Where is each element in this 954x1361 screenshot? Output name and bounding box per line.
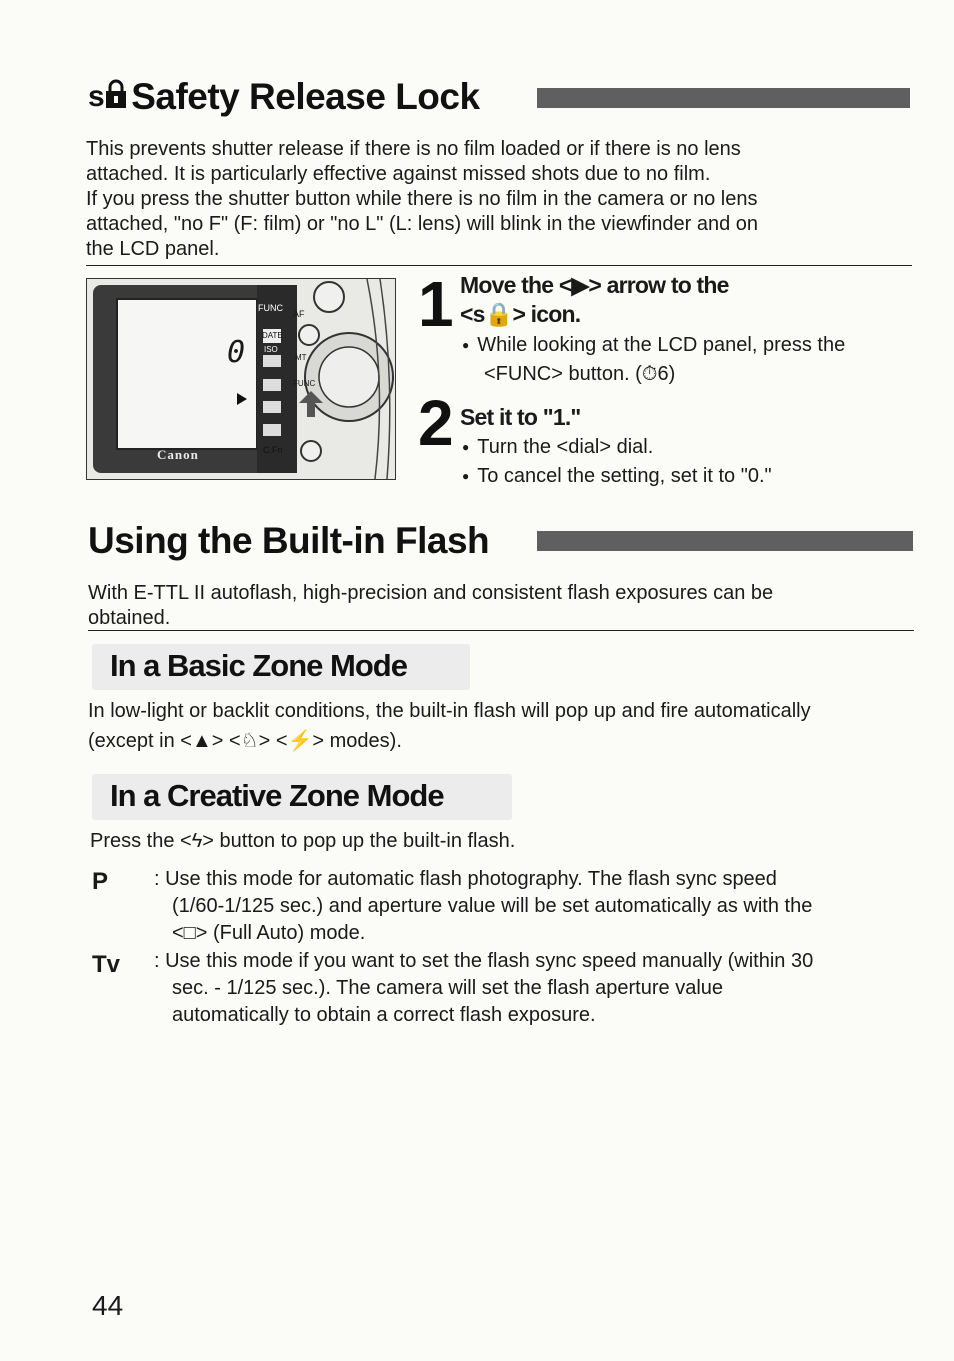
safety-intro-line: This prevents shutter release if there is no film loaded or if there is no lens [86, 138, 741, 160]
safety-title: Safety Release Lock [131, 76, 480, 117]
safety-title-bar [537, 88, 910, 108]
page-number: 44 [92, 1290, 124, 1321]
mode-tv-line: sec. - 1/125 sec.). The camera will set the flash aperture value [172, 977, 724, 999]
date-label: DATE [262, 331, 283, 340]
safety-intro-line: attached. It is particularly effective against missed shots due to no film. [86, 163, 711, 185]
mode-tv-line: : Use this mode if you want to set the flash sync speed manually (within 30 [154, 950, 814, 972]
step1-number: 1 [418, 268, 451, 340]
creative-zone-heading: In a Creative Zone Mode [110, 778, 444, 813]
flash-title: Using the Built-in Flash [88, 520, 490, 561]
camera-back-illustration [87, 279, 395, 479]
step1-title-line: <s🔒> icon. [460, 301, 581, 327]
flash-intro-line: obtained. [88, 607, 171, 629]
iso-label: ISO [264, 345, 278, 354]
mode-tv-text [154, 948, 914, 1029]
mode-tv-label: Tv [92, 951, 121, 978]
step2-bullet: ● To cancel the setting, set it to "0." [462, 463, 912, 492]
safety-intro [86, 137, 916, 262]
mode-p-label: P [92, 868, 109, 895]
flash-divider [88, 630, 914, 631]
step2-bullet: ● Turn the <dial> dial. [462, 434, 912, 463]
flash-title-bar [537, 531, 913, 551]
flash-intro-line: With E-TTL II autoflash, high-precision and consistent flash exposures can be [88, 582, 774, 604]
creative-zone-intro: Press the <ϟ> button to pop up the built-in flash. [90, 830, 516, 852]
step2-number: 2 [418, 387, 451, 459]
camera-lcd-figure [86, 278, 396, 480]
step1-title-line: Move the <▶> arrow to the [460, 272, 729, 298]
step2-title: Set it to "1." [460, 404, 581, 430]
step1-bullet-line: <FUNC> button. (⏱6) [484, 363, 676, 385]
mode-p-line: (1/60-1/125 sec.) and aperture value will be set automatically as with the [172, 895, 813, 917]
basic-zone-line: (except in <▲> <♘> <⚡> modes). [88, 730, 402, 752]
lcd-value: 0 [227, 335, 246, 370]
basic-zone-text [88, 696, 918, 756]
step1-bullet-line: ● While looking at the LCD panel, press the [462, 332, 912, 361]
canon-logo: Canon [157, 447, 199, 462]
step2-bullets [462, 434, 912, 492]
basic-zone-heading: In a Basic Zone Mode [110, 648, 407, 683]
mt-label: MT [295, 353, 307, 362]
af-label: AF [293, 309, 305, 319]
mode-p-line: <□> (Full Auto) mode. [172, 922, 366, 944]
basic-zone-line: In low-light or backlit conditions, the built-in flash will pop up and fire automatically [88, 700, 811, 722]
safety-intro-line: attached, "no F" (F: film) or "no L" (L: lens) will blink in the viewfinder and on [86, 213, 759, 235]
mode-p-text [154, 866, 914, 947]
func-label: FUNC [258, 303, 283, 313]
safety-intro-line: the LCD panel. [86, 238, 220, 260]
mode-p-line: : Use this mode for automatic flash photography. The flash sync speed [154, 868, 777, 890]
safety-intro-line: If you press the shutter button while there is no film in the camera or no lens [86, 188, 758, 210]
safety-divider [86, 265, 912, 266]
flash-intro [88, 581, 918, 631]
cfn-label: C.Fn [263, 445, 283, 455]
step1-title [460, 271, 910, 329]
padlock-icon [105, 72, 127, 122]
mode-tv-line: automatically to obtain a correct flash exposure. [172, 1004, 596, 1026]
safety-heading [88, 72, 480, 122]
step1-bullet [462, 332, 912, 388]
safety-s-letter: s [88, 80, 105, 113]
func2-label: FUNC [293, 379, 316, 388]
